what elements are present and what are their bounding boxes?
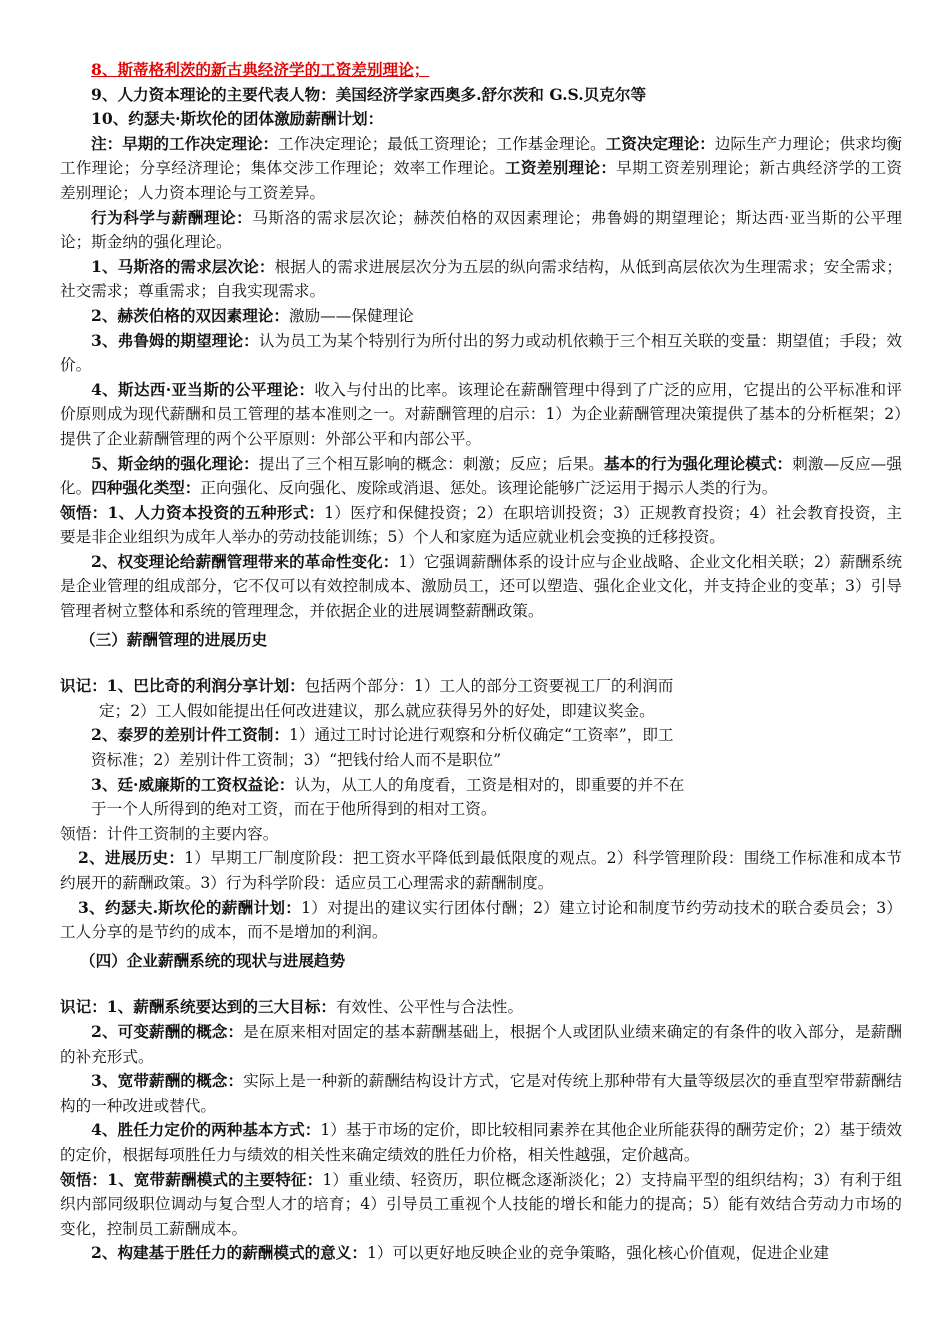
adams-paragraph: 4、斯达西·亚当斯的公平理论：收入与付出的比率。该理论在薪酬管理中得到了广泛的应用，它提出的公平标准和评价原则成为现代薪酬和员工管理的基本准则之一。对薪酬管理的启示：1）为企业薪酬管理决策提供了基本的分析框架；2）提供了企业薪酬管理的两个公平原则：外部公平和内部公平。 bbox=[60, 379, 902, 448]
note-paragraph: 注：早期的工作决定理论：工作决定理论；最低工资理论；工作基金理论。工资决定理论：边际生产力理论；供求均衡工作理论；分享经济理论；集体交涉工作理论；效率工作理论。工资差别理论：早期工资差别理论；新古典经济学的工资差别理论；人力资本理论与工资差异。 bbox=[60, 133, 902, 202]
s4-memorize-1: 识记：1、薪酬系统要达到的三大目标：有效性、公平性与合法性。 bbox=[60, 997, 524, 1017]
s4-memorize-2: 2、可变薪酬的概念：是在原来相对固定的基本薪酬基础上，根据个人或团队业绩来确定的有条件的收入部分，是薪酬的补充形式。 bbox=[60, 1021, 902, 1066]
comprehend-paragraph-2: 2、权变理论给薪酬管理带来的革命性变化：1）它强调薪酬体系的设计应与企业战略、企业文化相关联；2）薪酬系统是企业管理的组成部分，它不仅可以有效控制成本、激励员工，还可以塑造、强化企业文化，并支持企业的变革；3）引导管理者树立整体和系统的管理理念，并依据企业的进展调整薪酬政策。 bbox=[60, 551, 902, 621]
memorize-1-line-1: 识记：1、巴比奇的利润分享计划：包括两个部分：1）工人的部分工资要视工厂的利润而 bbox=[60, 676, 674, 696]
heading-item-8: 8、斯蒂格利茨的新古典经济学的工资差别理论； bbox=[91, 60, 430, 79]
heading-item-9: 9、人力资本理论的主要代表人物：美国经济学家西奥多.舒尔茨和 G.S.贝克尔等 bbox=[91, 84, 647, 104]
memorize-3-line-2: 于一个人所得到的绝对工资，而在于他所得到的相对工资。 bbox=[91, 800, 497, 819]
skinner-paragraph: 5、斯金纳的强化理论：提出了三个相互影响的概念：刺激；反应；后果。基本的行为强化理论模式：刺激—反应—强化。四种强化类型：正向强化、反向强化、废除或消退、惩处。该理论能够广泛运用于揭示人类的行为。 bbox=[60, 453, 902, 498]
comprehend-paragraph-1: 领悟：1、人力资本投资的五种形式：1）医疗和保健投资；2）在职培训投资；3）正规教育投资；4）社会教育投资，主要是非企业组织为成年人举办的劳动技能训练；5）个人和家庭为适应就业机会变换的迁移投资。 bbox=[60, 502, 902, 547]
history-paragraph: 2、进展历史：1）早期工厂制度阶段：把工资水平降低到最低限度的观点。2）科学管理阶段：围绕工作标准和成本节约展开的薪酬政策。3）行为科学阶段：适应员工心理需求的薪酬制度。 bbox=[60, 848, 902, 892]
scanlon-paragraph: 3、约瑟夫.斯坎伦的薪酬计划：1）对提出的建议实行团体付酬；2）建立讨论和制度节约劳动技术的联合委员会；3）工人分享的是节约的成本，而不是增加的利润。 bbox=[60, 897, 903, 942]
s4-memorize-4: 4、胜任力定价的两种基本方式：1）基于市场的定价，即比较相同素养在其他企业所能获得的酬劳定价；2）基于绩效的定价，根据每项胜任力与绩效的相关性来确定绩效的胜任力价格，相关性越强，定价越高。 bbox=[60, 1120, 902, 1164]
s4-comprehend-2: 2、构建基于胜任力的薪酬模式的意义：1）可以更好地反映企业的竞争策略，强化核心价值观，促进企业建 bbox=[91, 1243, 830, 1263]
maslow-paragraph: 1、马斯洛的需求层次论：根据人的需求进展层次分为五层的纵向需求结构，从低到高层依次为生理需求；安全需求；社交需求；尊重需求；自我实现需求。 bbox=[60, 256, 902, 301]
section-heading-3: （三）薪酬管理的进展历史 bbox=[80, 629, 268, 649]
memorize-2-line-1: 2、泰罗的差别计件工资制：1）通过工时讨论进行观察和分析仪确定“工资率”，即工 bbox=[91, 725, 674, 745]
behavior-theory-paragraph: 行为科学与薪酬理论：马斯洛的需求层次论；赫茨伯格的双因素理论；弗鲁姆的期望理论；斯达西·亚当斯的公平理论；斯金纳的强化理论。 bbox=[60, 207, 902, 252]
comprehend-piecework: 领悟：计件工资制的主要内容。 bbox=[60, 824, 279, 843]
herzberg-paragraph: 2、赫茨伯格的双因素理论：激励——保健理论 bbox=[91, 305, 414, 325]
s4-comprehend-1: 领悟：1、宽带薪酬模式的主要特征：1）重业绩、轻资历，职位概念逐渐淡化；2）支持扁平型的组织结构；3）有利于组织内部同级职位调动与复合型人才的培育；4）引导员工重视个人技能的增长和能力的提高；5）能有效结合劳动力市场的变化，控制员工薪酬成本。 bbox=[60, 1169, 902, 1238]
memorize-1-line-2: 定；2）工人假如能提出任何改进建议，那么就应获得另外的好处，即建议奖金。 bbox=[99, 701, 655, 720]
memorize-3-line-1: 3、廷·威廉斯的工资权益论：认为，从工人的角度看，工资是相对的，即重要的并不在 bbox=[91, 774, 685, 794]
section-heading-4: （四）企业薪酬系统的现状与进展趋势 bbox=[80, 950, 346, 970]
heading-item-10: 10、约瑟夫·斯坎伦的团体激励薪酬计划： bbox=[91, 109, 384, 129]
vroom-paragraph: 3、弗鲁姆的期望理论：认为员工为某个特别行为所付出的努力或动机依赖于三个相互关联的变量：期望值；手段；效价。 bbox=[60, 330, 902, 375]
s4-memorize-3: 3、宽带薪酬的概念：实际上是一种新的薪酬结构设计方式，它是对传统上那种带有大量等级层次的垂直型窄带薪酬结构的一种改进或替代。 bbox=[60, 1071, 902, 1115]
memorize-2-line-2: 资标准；2）差别计件工资制；3）“把钱付给人而不是职位” bbox=[91, 751, 502, 770]
